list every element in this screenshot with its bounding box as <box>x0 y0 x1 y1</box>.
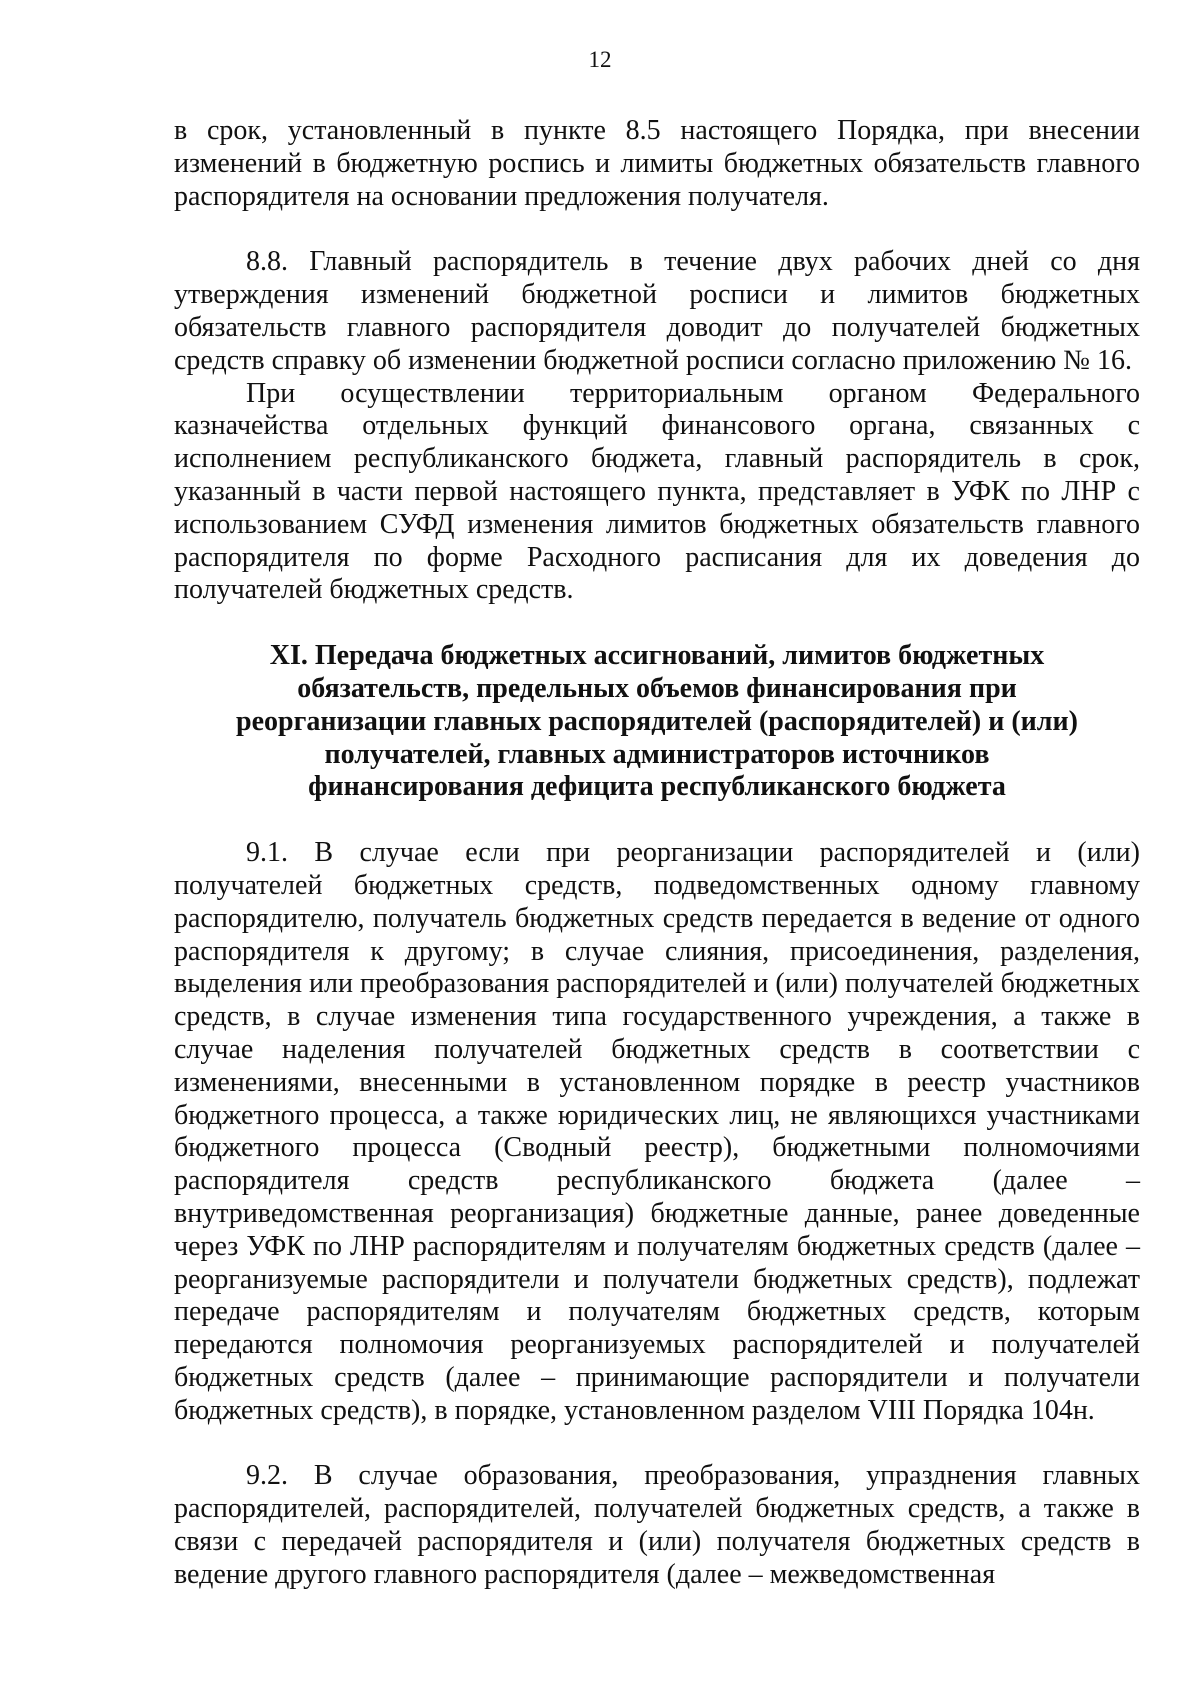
section-gap <box>174 804 1140 837</box>
paragraph-9-2: 9.2. В случае образования, преобразования, упразднения главных распорядителей, распорядителей, получателей бюджетных средств, а также в связи с передачей распорядителя и (или) получателя бюджетных средств в ведение другого главного распорядителя (далее – межведомственная <box>174 1460 1140 1590</box>
paragraph-9-1: 9.1. В случае если при реорганизации распорядителей и (или) получателей бюджетных средств, подведомственных одному главному распорядителю, получатель бюджетных средств передается в ведение от одного распорядителя к другому; в случае слияния, присоединения, разделения, выделения или преобразования распорядителей и (или) получателей бюджетных средств, в случае изменения типа государственного учреждения, а также в случае наделения получателей бюджетных средств в соответствии с изменениями, внесенными в установленном порядке в реестр участников бюджетного процесса, а также юридических лиц, не являющихся участниками бюджетного процесса (Сводный реестр), бюджетными полномочиями распорядителя средств республиканского бюджета (далее – внутриведомственная реорганизация) бюджетные данные, ранее доведенные через УФК по ЛНР распорядителям и получателям бюджетных средств (далее – реорганизуемые распорядители и получатели бюджетных средств), подлежат передаче распорядителям и получателям бюджетных средств, которым передаются полномочия реорганизуемых распорядителей и получателей бюджетных средств (далее – принимающие распорядители и получатели бюджетных средств), в порядке, установленном разделом VIII Порядка 104н. <box>174 837 1140 1426</box>
paragraph-8-8-part-2: При осуществлении территориальным органом Федерального казначейства отдельных функций финансового органа, связанных с исполнением республиканского бюджета, главный распорядитель в срок, указанный в части первой настоящего пункта, представляет в УФК по ЛНР с использованием СУФД изменения лимитов бюджетных обязательств главного распорядителя по форме Расходного расписания для их доведения до получателей бюджетных средств. <box>174 377 1140 606</box>
document-body <box>174 115 1140 1592</box>
section-heading-xi: XI. Передача бюджетных ассигнований, лимитов бюджетных обязательств, предельных объемов финансирования при реорганизации главных распорядителей (распорядителей) и (или) получателей, главных администраторов источников финансирования дефицита республиканского бюджета <box>236 640 1078 803</box>
paragraph-continuation: в срок, установленный в пункте 8.5 настоящего Порядка, при внесении изменений в бюджетную роспись и лимиты бюджетных обязательств главного распорядителя на основании предложения получателя. <box>174 115 1140 212</box>
paragraph-8-8: 8.8. Главный распорядитель в течение двух рабочих дней со дня утверждения изменений бюджетной росписи и лимитов бюджетных обязательств главного распорядителя доводит до получателей бюджетных средств справку об изменении бюджетной росписи согласно приложению № 16. <box>174 246 1140 376</box>
page-number: 12 <box>588 47 612 72</box>
paragraph-gap <box>174 213 1140 246</box>
section-gap <box>174 607 1140 640</box>
paragraph-gap <box>174 1427 1140 1460</box>
